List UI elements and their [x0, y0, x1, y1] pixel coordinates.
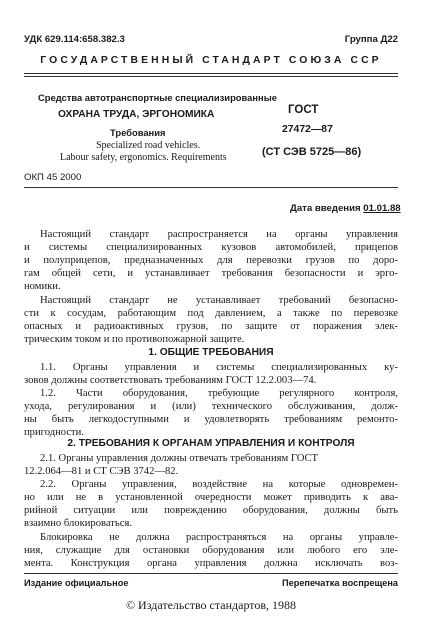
section-2-line: мента. Конструкция органа управления должна исключать воз-: [24, 558, 398, 569]
copyright: © Издательство стандартов, 1988: [125, 598, 297, 612]
section-1-line: 1.2. Части оборудования, требующие регулярного контроля,: [40, 388, 398, 399]
intro-line: номики.: [24, 281, 61, 292]
footer-rule: [24, 573, 398, 574]
st-sev-number: (СТ СЭВ 5725—86): [262, 146, 362, 158]
section-2-line: 2.1. Органы управления должны отвечать требованиям ГОСТ: [40, 453, 319, 464]
document-title: ОХРАНА ТРУДА, ЭРГОНОМИКА: [58, 109, 215, 120]
intro-line: трическим током и по противопожарной защите.: [24, 334, 245, 345]
intro-date-label: Дата введения: [290, 203, 361, 214]
header-rule-double: [24, 76, 398, 77]
intro-line: Настоящий стандарт распространяется на органы управления: [40, 229, 398, 240]
title-line-3: Требования: [110, 127, 166, 138]
section-1-line: ухода, регулирования и (или) технического обслуживания, долж-: [24, 401, 398, 412]
title-line-1: Средства автотранспортные специализированные: [38, 92, 277, 103]
intro-line: и системы специализированных кузовов автомобилей, прицепов: [24, 242, 398, 253]
section-2-line: Блокировка не должна распространяться на органы управле-: [40, 532, 398, 543]
reprint-notice: Перепечатка воспрещена: [282, 578, 398, 588]
section-2-line: рийной ситуации или повреждению оборудования, должны быть: [24, 505, 398, 516]
standard-banner: ГОСУДАРСТВЕННЫЙ СТАНДАРТ СОЮЗА ССР: [40, 55, 382, 66]
section-1-line: зовов должны соответствовать требованиям ГОСТ 12.2.003—74.: [24, 375, 317, 386]
english-title-2: Labour safety, ergonomics. Requirements: [60, 152, 227, 163]
english-title-1: Specialized road vehicles.: [96, 140, 201, 151]
title-rule: [24, 187, 398, 188]
intro-date-value: 01.01.88: [363, 203, 401, 214]
section-2-line: 12.2.064—81 и СТ СЭВ 3742—82.: [24, 466, 179, 477]
section-1-line: ны быть легкодоступными и удовлетворять требованиям ремонто-: [24, 414, 398, 425]
official-edition: Издание официальное: [24, 578, 129, 588]
section-2-heading: 2. ТРЕБОВАНИЯ К ОРГАНАМ УПРАВЛЕНИЯ И КОНТРОЛЯ: [67, 438, 355, 449]
udk-code: УДК 629.114:658.382.3: [24, 34, 125, 45]
section-2-line: взаимно блокироваться.: [24, 518, 132, 529]
okp-code: ОКП 45 2000: [24, 172, 82, 183]
intro-line: сти к сосудам, работающим под давлением, а также по перевозке: [24, 308, 398, 319]
intro-line: опасных и радиоактивных грузов, по защите от поражения элек-: [24, 321, 398, 332]
intro-date: [290, 203, 401, 214]
group-code: Группа Д22: [344, 34, 398, 45]
gost-label: ГОСТ: [288, 104, 319, 116]
intro-line: Настоящий стандарт не устанавливает требований безопасно-: [40, 295, 398, 306]
section-2-line: ния, служащие для остановки оборудования или любого его эле-: [24, 545, 398, 556]
section-1-line: пригодности.: [24, 427, 84, 438]
section-1-line: 1.1. Органы управления и системы специализированных ку-: [40, 362, 398, 373]
intro-line: гам общей сети, и устанавливает требования безопасности и эрго-: [24, 268, 398, 279]
gost-number: 27472—87: [282, 124, 333, 135]
section-2-line: 2.2. Органы управления, воздействие на которые одновремен-: [40, 479, 398, 490]
section-2-line: но или не в установленной очередности может приводить к ава-: [24, 492, 398, 503]
header-rule: [24, 73, 398, 74]
intro-line: и полуприцепов, предназначенных для перевозки грузов по доро-: [24, 255, 398, 266]
section-1-heading: 1. ОБЩИЕ ТРЕБОВАНИЯ: [148, 347, 274, 358]
